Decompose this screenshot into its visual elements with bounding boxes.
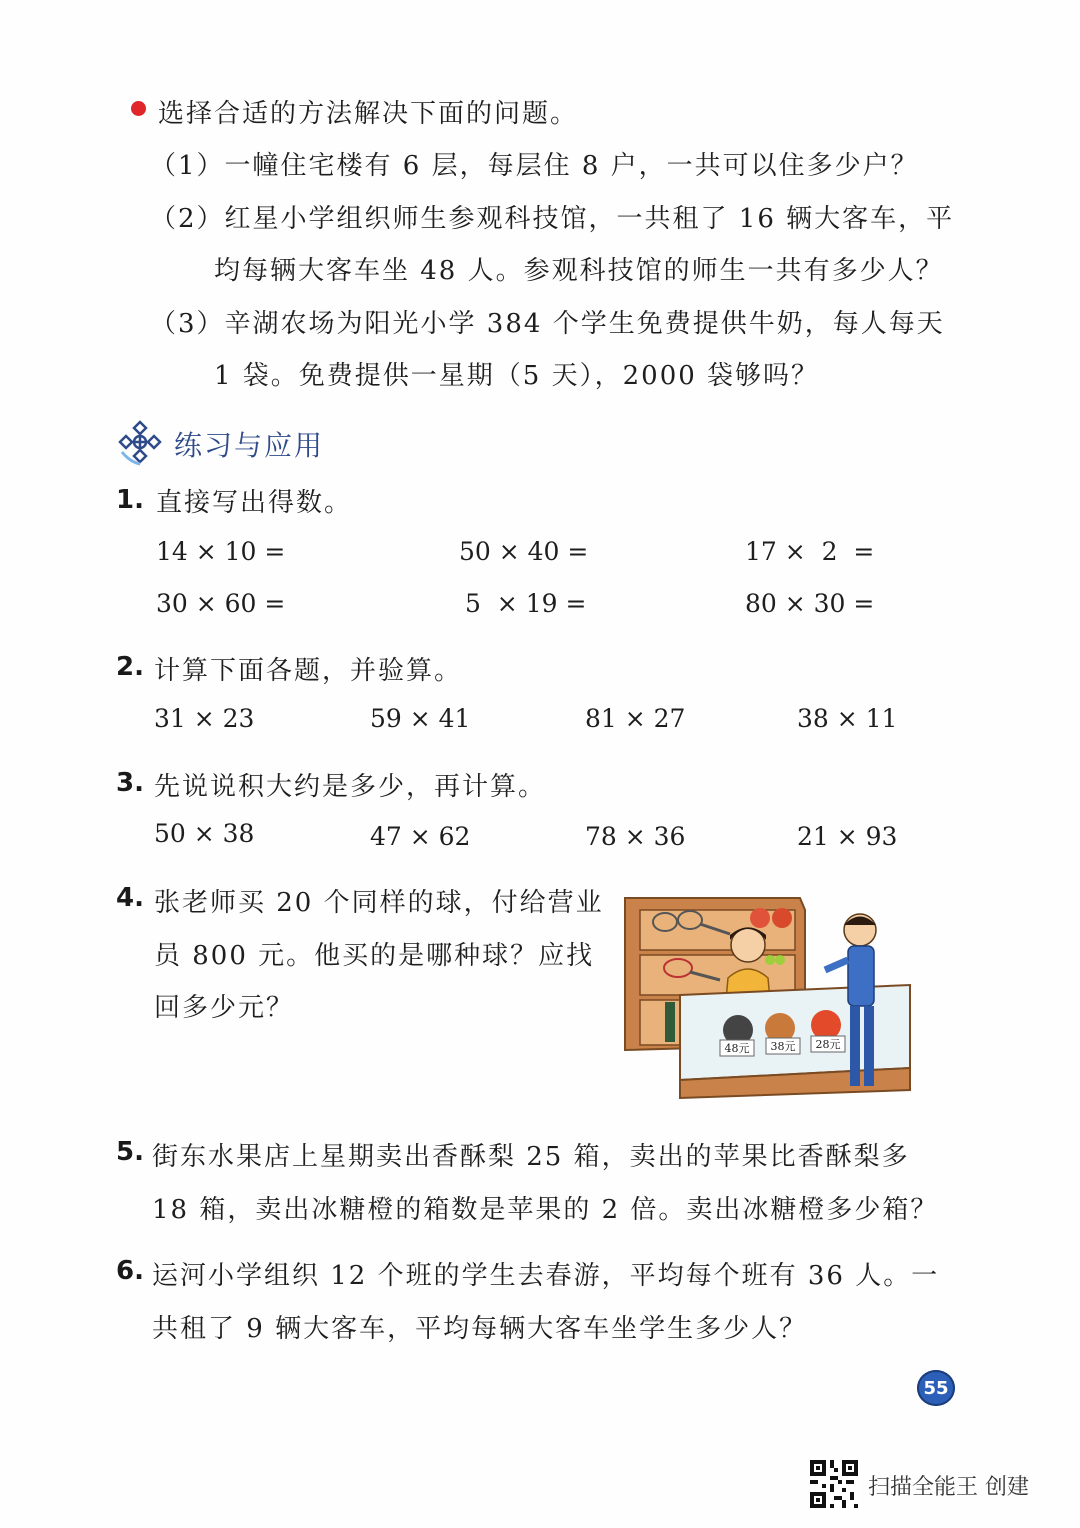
exercise-6-number: 6. (116, 1256, 144, 1286)
exercise-4-number: 4. (116, 883, 144, 913)
section-title: 练习与应用 (174, 429, 325, 462)
exercise-6-line-2: 共租了 9 辆大客车，平均每辆大客车坐学生多少人？ (152, 1314, 808, 1344)
exercise-1-item: 17 × 2 = (745, 537, 875, 566)
exercise-1-number: 1. (116, 485, 144, 515)
question-1: （1）一幢住宅楼有 6 层，每层住 8 户，一共可以住多少户？ (150, 151, 919, 181)
intro-heading: 选择合适的方法解决下面的问题。 (158, 99, 579, 129)
qr-code-icon (810, 1460, 858, 1508)
exercise-2-item: 31 × 23 (154, 704, 255, 733)
exercise-6-line-1: 运河小学组织 12 个班的学生去春游，平均每个班有 36 人。一 (152, 1261, 940, 1291)
price-tag: 38元 (770, 1040, 796, 1053)
exercise-2-item: 81 × 27 (585, 704, 686, 733)
exercise-4-line-3: 回多少元？ (154, 993, 295, 1023)
bullet-dot (131, 101, 146, 116)
exercise-2-item: 59 × 41 (370, 704, 471, 733)
exercise-1-prompt: 直接写出得数。 (156, 488, 353, 518)
shop-illustration (620, 890, 915, 1100)
exercise-1-item: 80 × 30 = (745, 589, 875, 618)
question-2-line-1: （2）红星小学组织师生参观科技馆，一共租了 16 辆大客车，平 (150, 204, 955, 234)
exercise-2-item: 38 × 11 (797, 704, 898, 733)
watermark-text: 扫描全能王 创建 (868, 1475, 1029, 1500)
exercise-3-item: 78 × 36 (585, 822, 686, 851)
exercise-4-line-2: 员 800 元。他买的是哪种球？应找 (154, 941, 595, 971)
exercise-5-line-2: 18 箱，卖出冰糖橙的箱数是苹果的 2 倍。卖出冰糖橙多少箱？ (152, 1195, 939, 1225)
exercise-3-item: 47 × 62 (370, 822, 471, 851)
exercise-1-item: 5 × 19 = (465, 589, 587, 618)
price-tag: 48元 (724, 1042, 750, 1055)
question-3-line-2: 1 袋。免费提供一星期（5 天），2000 袋够吗？ (214, 361, 820, 391)
exercise-1-item: 50 × 40 = (459, 537, 589, 566)
exercise-1-item: 14 × 10 = (156, 537, 286, 566)
puzzle-icon (116, 418, 164, 466)
exercise-4-line-1: 张老师买 20 个同样的球，付给营业 (154, 888, 604, 918)
page-number: 55 (917, 1370, 955, 1406)
exercise-1-item: 30 × 60 = (156, 589, 286, 618)
question-3-line-1: （3）辛湖农场为阳光小学 384 个学生免费提供牛奶，每人每天 (150, 309, 945, 339)
exercise-3-number: 3. (116, 768, 144, 798)
exercise-2-number: 2. (116, 652, 144, 682)
exercise-5-number: 5. (116, 1137, 144, 1167)
exercise-3-item: 21 × 93 (797, 822, 898, 851)
price-tag: 28元 (815, 1038, 841, 1051)
question-2-line-2: 均每辆大客车坐 48 人。参观科技馆的师生一共有多少人？ (214, 256, 944, 286)
exercise-3-item: 50 × 38 (154, 819, 255, 848)
exercise-2-prompt: 计算下面各题，并验算。 (154, 656, 463, 686)
exercise-3-prompt: 先说说积大约是多少，再计算。 (154, 772, 547, 802)
exercise-5-line-1: 街东水果店上星期卖出香酥梨 25 箱，卖出的苹果比香酥梨多 (152, 1142, 910, 1172)
